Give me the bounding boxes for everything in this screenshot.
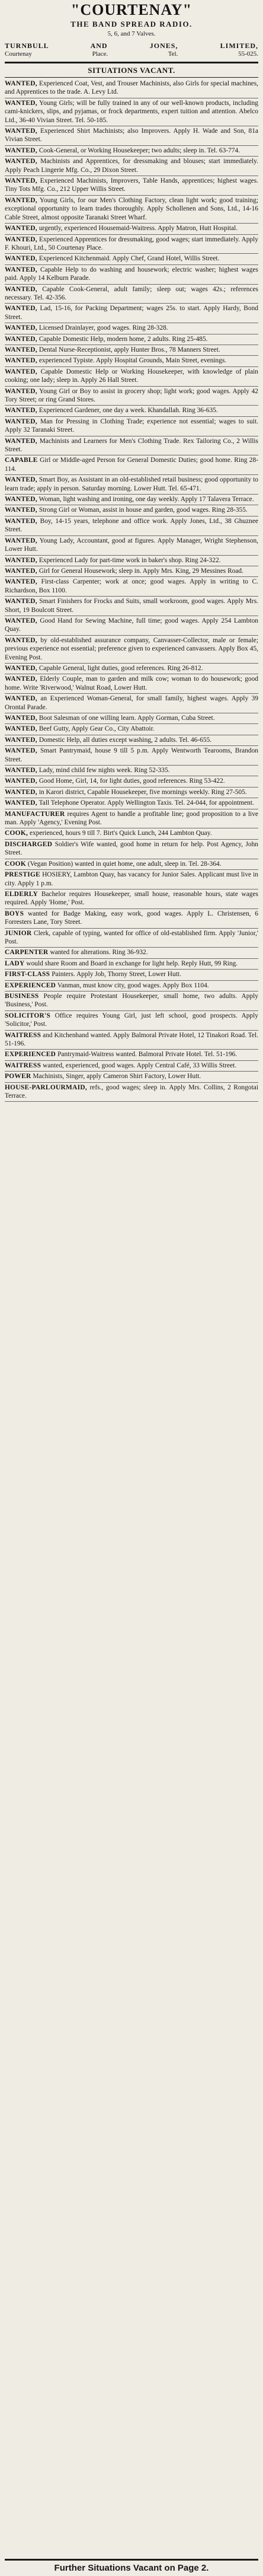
ad-lead-word: WANTED,: [5, 617, 37, 624]
ad-lead-word: WANTED,: [5, 335, 37, 343]
classified-ad: [5, 367, 258, 387]
ad-lead-word: ELDERLY: [5, 890, 39, 898]
ad-lead-word: WANTED,: [5, 636, 37, 644]
classified-ad: [5, 776, 258, 787]
ad-lead-word: WANTED,: [5, 407, 37, 415]
ad-body-text: Lady, mind child few nights week. Ring 52-335.: [39, 767, 170, 774]
ad-lead-word: WANTED,: [5, 567, 37, 575]
ad-body-text: experienced, hours 9 till 7. Birt's Quick Lunch, 244 Lambton Quay.: [30, 830, 212, 837]
ad-lead-word: WANTED,: [5, 158, 37, 165]
classified-ad: [5, 788, 258, 798]
classified-ad: [5, 98, 258, 126]
classified-ad: [5, 735, 258, 746]
radio-advertisement: [5, 0, 258, 58]
classified-ad: [5, 798, 258, 809]
ad-lead-word: WANTED,: [5, 799, 37, 807]
classified-ad: [5, 417, 258, 436]
classified-ad: [5, 556, 258, 566]
ad-body-text: Licensed Drainlayer, good wages. Ring 28-328.: [39, 324, 168, 332]
ad-body-text: Machinists and Apprentices, for dressmaking and blouses; start immediately. Apply Peach Lingerie Mfg. Co., 29 Dixon Street.: [5, 158, 258, 174]
ad-body-text: by old-established assurance company, Canvasser-Collector, male or female; previous experience not essential; preference given to experienced canvassers. Apply Box 45, Evening Post.: [5, 636, 258, 661]
ad-body-text: Vanman, must know city, good wages. Apply Box 1104.: [57, 981, 209, 989]
ad-lead-word: WANTED,: [5, 99, 37, 107]
classified-ad: [5, 334, 258, 345]
ad-lead-word: FIRST-CLASS: [5, 971, 50, 978]
ad-lead-word: WANTED,: [5, 715, 37, 722]
ad-body-text: wanted for alterations. Ring 36-932.: [50, 949, 148, 957]
ad-body-text: Capable Domestic Help or Working Housekeeper, with knowledge of plain cooking; one lady; sleep in. Apply 26 Hall Street.: [5, 368, 258, 384]
ad-lead-word: POWER: [5, 1073, 31, 1080]
classified-ad: [5, 694, 258, 713]
classified-ad: [5, 495, 258, 505]
ad-lead-word: CAPABLE: [5, 457, 38, 464]
ad-body-text: Boot Salesman of one willing learn. Apply Gorman, Cuba Street.: [39, 715, 215, 722]
classified-ad: [5, 828, 258, 839]
ad-body-text: Experienced Gardener, one day a week. Khandallah. Ring 36-635.: [39, 407, 218, 415]
ad-body-text: Capable Cook-General, adult family; sleep out; wages 42s.; references necessary. Tel. 42-356.: [5, 285, 258, 301]
ad-body-text: Young Girls; will be fully trained in any of our well-known products, including cami-knickers, slips, and pyjamas, or frock departments, expert tuition and attention. Abelco Ltd., 36-40 Vivian Street. Tel. 50-185.: [5, 99, 258, 124]
ad-body-text: Bachelor requires Housekeeper, small house, reasonable hours, state wages required. Apply 'Home,' Post.: [5, 890, 258, 907]
classified-ad: [5, 948, 258, 958]
ad-lead-word: WANTED,: [5, 675, 37, 683]
classified-ad: [5, 406, 258, 416]
ad-lead-word: WANTED,: [5, 736, 37, 744]
classified-ad: [5, 323, 258, 334]
ad-lead-word: WANTED,: [5, 417, 37, 425]
classified-ad: [5, 970, 258, 980]
ad-lead-word: WANTED,: [5, 80, 37, 87]
classified-ad: [5, 566, 258, 577]
ad-body-text: Young Girls, for our Men's Clothing Factory, clean light work; good training; exceptional opportunity to learn trades thoroughly. Apply Schollenen and Sons, Ltd., 14-16 Cable Street, almost opposite Taranaki Street Wharf.: [5, 196, 258, 221]
ad-lead-word: COOK: [5, 860, 27, 868]
classified-ad: [5, 505, 258, 516]
ad-lead-word: MANUFACTURER: [5, 810, 65, 818]
ad-lead-word: BOYS: [5, 910, 24, 917]
ad-lead-word: PRESTIGE: [5, 871, 41, 879]
classified-ad: [5, 859, 258, 870]
ad-body-text: an Experienced Woman-General, for small family, highest wages. Apply 39 Orontal Parade.: [5, 695, 258, 711]
ad-body-text: Good Home, Girl, 14, for light duties, good references. Ring 53-422.: [39, 777, 225, 785]
ad-lead-word: WANTED,: [5, 437, 37, 445]
classified-ad: [5, 1072, 258, 1082]
ad-firm-address: Courtenay Place. Tel. 55-025.: [5, 50, 258, 58]
classified-ad: [5, 224, 258, 234]
ad-body-text: Experienced Apprentices for dressmaking, good wages; start immediately. Apply F. Khouri, Ltd., 50 Courtenay Place.: [5, 235, 258, 251]
ad-body-text: Elderly Couple, man to garden and milk cow; woman to do housework; good home. Write 'Riverwood,' Walnut Road, Lower Hutt.: [5, 675, 258, 691]
ad-lead-word: WANTED,: [5, 266, 37, 273]
classified-ad: [5, 870, 258, 890]
ad-lead-word: WANTED,: [5, 556, 37, 564]
ad-lead-word: WANTED,: [5, 788, 37, 796]
ad-body-text: (Vegan Position) wanted in quiet home, one adult, sleep in. Tel. 28-364.: [27, 860, 222, 868]
ad-lead-word: WANTED,: [5, 725, 37, 733]
ad-lead-word: WANTED,: [5, 177, 37, 185]
ad-lead-word: WANTED,: [5, 517, 37, 525]
ad-body-text: Smart Finishers for Frocks and Suits, small workroom, good wages. Apply Mrs. Short, 19 Boulcott Street.: [5, 598, 258, 614]
classified-ad: [5, 981, 258, 991]
classified-ad: [5, 345, 258, 356]
ad-lead-word: WANTED,: [5, 537, 37, 544]
ad-body-text: First-class Carpenter; work at once; good wages. Apply in writing to C. Richardson, Box 1100.: [5, 578, 258, 594]
ad-body-text: and Kitchenhand wanted. Apply Balmoral Private Hotel, 12 Tinakori Road. Tel. 51-196.: [5, 1031, 258, 1047]
classified-ad: [5, 265, 258, 285]
ad-body-text: Strong Girl or Woman, assist in house and garden, good wages. Ring 28-355.: [39, 506, 248, 514]
ad-body-text: Lad, 15-16, for Packing Department; wages 25s. to start. Apply Hardy, Bond Street.: [5, 305, 258, 321]
ad-body-text: Experienced Kitchenmaid. Apply Chef, Grand Hotel, Willis Street.: [39, 255, 220, 263]
classified-ad: [5, 1011, 258, 1031]
ad-body-text: in Karori district, Capable Housekeeper, five mornings weekly. Ring 27-505.: [39, 788, 247, 796]
ad-body-text: experienced Typiste. Apply Hospital Grounds, Main Street, evenings.: [39, 357, 227, 365]
section-divider-thin: [5, 77, 258, 78]
ad-body-text: Domestic Help, all duties except washing, 2 adults. Tel. 46-655.: [39, 736, 212, 744]
classified-ad: [5, 254, 258, 264]
ad-body-text: requires Agent to handle a profitable line; good proposition to a live man. Apply 'Agency,' Evening Post.: [5, 810, 258, 827]
section-divider: [5, 62, 258, 63]
ad-body-text: Capable General, light duties, good references. Ring 26-812.: [39, 664, 203, 672]
classified-ad: [5, 455, 258, 475]
classified-ad: [5, 674, 258, 694]
classified-ad: [5, 991, 258, 1011]
classified-ad: [5, 890, 258, 909]
ad-body-text: would share Room and Board in exchange for light help. Reply Hutt, 99 Ring.: [26, 959, 238, 967]
ad-body-text: Young Girl or Boy to assist in grocery shop; light work; good wages. Apply 42 Tory Street; or ring Grand Stores.: [5, 387, 258, 403]
ad-body-text: Tall Telephone Operator. Apply Wellington Taxis. Tel. 24-044, for appointment.: [39, 799, 254, 807]
continuation-note: Further Situations Vacant on Page 2.: [5, 2559, 258, 2574]
ad-lead-word: LADY: [5, 959, 25, 967]
classified-ad: [5, 126, 258, 146]
classified-ad: [5, 1031, 258, 1050]
classified-ad: [5, 196, 258, 224]
classified-ad: [5, 1050, 258, 1060]
ad-lead-word: WANTED,: [5, 305, 37, 313]
classified-ad: [5, 517, 258, 536]
ad-lead-word: WANTED,: [5, 777, 37, 785]
ad-lead-word: WANTED,: [5, 196, 37, 204]
ad-lead-word: WANTED,: [5, 578, 37, 586]
ad-title: "COURTENAY": [70, 1, 193, 18]
ad-body-text: Experienced Coat, Vest, and Trouser Machinists, also Girls for special machines, and Apprentices to the trade. A. Levy Ltd.: [5, 80, 258, 96]
classified-ad: [5, 146, 258, 157]
ad-body-text: Woman, light washing and ironing, one day weekly. Apply 17 Talavera Terrace.: [39, 496, 254, 503]
section-title: SITUATIONS VACANT.: [88, 66, 175, 75]
classified-ad: [5, 304, 258, 323]
ad-lead-word: DISCHARGED: [5, 840, 53, 848]
ad-lead-word: WANTED,: [5, 285, 37, 293]
ad-lead-word: WAITRESS: [5, 1061, 41, 1069]
ad-lead-word: WANTED,: [5, 324, 37, 332]
ad-lead-word: WANTED,: [5, 506, 37, 514]
ad-body-text: refs., good wages; sleep in. Apply Mrs. Collins, 2 Rongotai Terrace.: [5, 1083, 258, 1100]
classified-ad: [5, 356, 258, 366]
ad-lead-word: WANTED,: [5, 255, 37, 263]
ad-body-text: Machinists, Singer, apply Cameron Shirt Factory, Lower Hutt.: [33, 1073, 201, 1080]
ad-body-text: Experienced Machinists, Improvers, Table Hands, apprentices; highest wages. Tiny Tots Mfg. Co., 212 Upper Willis Street.: [5, 177, 258, 193]
classified-ad: [5, 597, 258, 616]
ad-body-text: Dental Nurse-Receptionist, apply Hunter Bros., 78 Manners Street.: [39, 346, 220, 353]
ad-lead-word: WANTED,: [5, 127, 37, 135]
ad-subtitle: THE BAND SPREAD RADIO.: [70, 20, 193, 28]
ad-lead-word: EXPERIENCED: [5, 1051, 56, 1059]
classified-ad: [5, 475, 258, 495]
ad-body-text: Office requires Young Girl, just left school, good prospects. Apply 'Solicitor,' Post.: [5, 1012, 258, 1028]
ad-body-text: Smart Boy, as Assistant in an old-established retail business; good opportunity to learn trade; apply in person. Saturday morning. Lower Hutt. Tel. 65-471.: [5, 476, 258, 492]
classified-ad: [5, 959, 258, 970]
classified-ad: [5, 840, 258, 859]
ad-lead-word: WANTED,: [5, 357, 37, 365]
classified-ad: [5, 536, 258, 556]
ad-body-text: Capable Domestic Help, modern home, 2 adults. Ring 25-485.: [39, 335, 208, 343]
classified-ad: [5, 713, 258, 724]
ad-body-text: Painters. Apply Job, Thorny Street, Lower Hutt.: [52, 971, 181, 978]
ad-lead-word: EXPERIENCED: [5, 981, 56, 989]
ad-lead-word: WANTED,: [5, 767, 37, 774]
ad-body-text: wanted, experienced, good wages. Apply Central Café, 33 Willis Street.: [43, 1061, 237, 1069]
classified-listings: [5, 79, 258, 1102]
classified-ad: [5, 285, 258, 304]
ad-body-text: Machinists and Learners for Men's Clothing Trade. Rex Tailoring Co., 2 Willis Street.: [5, 437, 258, 454]
ad-lead-word: WANTED,: [5, 496, 37, 503]
ad-lead-word: HOUSE-PARLOURMAID,: [5, 1083, 88, 1091]
ad-lead-word: BUSINESS: [5, 992, 39, 1000]
ad-lead-word: WANTED,: [5, 747, 37, 755]
ad-lead-word: WANTED,: [5, 664, 37, 672]
ad-lead-word: WANTED,: [5, 368, 37, 375]
classified-ad: [5, 387, 258, 406]
classified-ad: [5, 616, 258, 636]
ad-lead-word: WANTED,: [5, 235, 37, 243]
classified-ad: [5, 577, 258, 597]
ad-body-text: urgently, experienced Housemaid-Waitress. Apply Matron, Hutt Hospital.: [39, 225, 238, 232]
ad-body-text: Clerk, capable of typing, wanted for office of old-established firm. Apply 'Junior,' Post.: [5, 929, 258, 945]
classified-ad: [5, 929, 258, 948]
classified-ad: [5, 766, 258, 776]
ad-valves: 5, 6, and 7 Valves.: [107, 30, 156, 37]
ad-lead-word: WANTED,: [5, 346, 37, 353]
classified-ad: [5, 436, 258, 456]
ad-body-text: Capable Help to do washing and housework; electric washer; highest wages paid. Apply 14 Kelburn Parade.: [5, 266, 258, 282]
ad-body-text: Experienced Shirt Machinists; also Improvers. Apply H. Wade and Son, 81a Vivian Street.: [5, 127, 258, 144]
ad-lead-word: WANTED,: [5, 598, 37, 605]
ad-body-text: Pantrymaid-Waitress wanted. Balmoral Private Hotel. Tel. 51-196.: [57, 1051, 238, 1059]
ad-body-text: Good Hand for Sewing Machine, full time; good wages. Apply 254 Lambton Quay.: [5, 617, 258, 633]
classified-ad: [5, 746, 258, 766]
classified-ad: [5, 235, 258, 254]
ad-body-text: Young Lady, Accountant, good at figures. Apply Manager, Wright Stephenson, Lower Hutt.: [5, 537, 258, 553]
ad-body-text: Girl for General Housework; sleep in. Apply Mrs. King, 29 Messines Road.: [39, 567, 243, 575]
ad-body-text: wanted for Badge Making, easy work, good wages. Apply L. Christensen, 6 Forresters Lane, Tory Street.: [5, 910, 258, 926]
ad-body-text: People require Protestant Housekeeper, small home, two adults. Apply 'Business,' Post.: [5, 992, 258, 1009]
ad-body-text: Boy, 14-15 years, telephone and office work. Apply Jones, Ltd., 38 Ghuznee Street.: [5, 517, 258, 534]
classified-ad: [5, 724, 258, 735]
ad-lead-word: WANTED,: [5, 225, 37, 232]
ad-lead-word: COOK,: [5, 830, 28, 837]
ad-body-text: Girl or Middle-aged Person for General Domestic Duties; good home. Ring 28-114.: [5, 457, 258, 473]
classified-ad: [5, 157, 258, 176]
ad-lead-word: WANTED,: [5, 387, 37, 395]
classified-ad: [5, 1061, 258, 1072]
ad-lead-word: WANTED,: [5, 146, 37, 154]
ad-lead-word: CARPENTER: [5, 949, 49, 957]
ad-body-text: Soldier's Wife wanted, good home in return for help. Post Agency, John Street.: [5, 840, 258, 857]
ad-body-text: HOSIERY, Lambton Quay, has vacancy for Junior Sales. Applicant must live in city. Apply 1 p.m.: [5, 871, 258, 887]
classified-ad: [5, 79, 258, 98]
classified-ad: [5, 636, 258, 664]
classified-ad: [5, 809, 258, 829]
ad-lead-word: WANTED,: [5, 476, 37, 484]
classified-ad: [5, 909, 258, 929]
ad-body-text: Experienced Lady for part-time work in baker's shop. Ring 24-322.: [39, 556, 221, 564]
ad-body-text: Beef Gutty, Apply Gear Co., City Abattoir.: [39, 725, 155, 733]
ad-firm-name: TURNBULL AND JONES, LIMITED,: [5, 42, 258, 50]
ad-body-text: Cook-General, or Working Housekeeper; two adults; sleep in. Tel. 63-774.: [39, 146, 240, 154]
ad-lead-word: WANTED,: [5, 695, 37, 703]
classified-ad: [5, 176, 258, 196]
classified-ad: [5, 1083, 258, 1102]
ad-lead-word: JUNIOR: [5, 929, 32, 937]
ad-body-text: Smart Pantrymaid, house 9 till 5 p.m. Apply Wentworth Tearooms, Brandon Street.: [5, 747, 258, 763]
classified-ad: [5, 664, 258, 674]
ad-body-text: Man for Pressing in Clothing Trade; experience not essential; wages to suit. Apply 32 Taranaki Street.: [5, 417, 258, 434]
ad-lead-word: SOLICITOR'S: [5, 1012, 51, 1019]
ad-lead-word: WAITRESS: [5, 1031, 41, 1039]
